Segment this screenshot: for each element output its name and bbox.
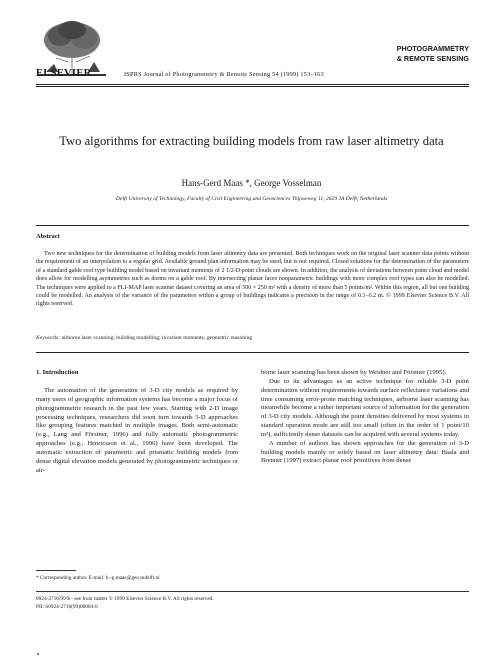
copyright-line: 0924-2716/99/$ - see front matter © 1999 Elsevier Science B.V. All rights reserved.	[36, 596, 214, 602]
pii-line: PII: S0924-2716(99)00004-0	[36, 604, 98, 610]
keywords-label: Keywords:	[36, 335, 61, 341]
publisher-name: ELSEVIER	[36, 68, 92, 79]
abstract-heading: Abstract	[36, 233, 60, 240]
intro-paragraph-2: Due to its advantages as an active technique for reliable 3-D point determination without requirements towards surface reflectance variations and time consuming error-prone matching techniques, airborne laser scanning has meanwhile become a rather important source of information for the generation of 3-D city models. Although the point densities delivered by most systems in standard operation mode are still too small (often in the order of 1 point/10 m²), sufficiently dense datasets can be acquired with several systems today.	[261, 377, 469, 438]
journal-brand	[397, 44, 469, 63]
brand-line-2: & REMOTE SENSING	[396, 53, 469, 63]
brand-line-1: PHOTOGRAMMETRY	[396, 44, 469, 53]
header-rule-2	[36, 86, 469, 87]
intro-paragraph-1: The automation of the generation of 3-D city models as required by many users of geographic information systems has become a major focus of photogrammetric research in the past few years. Starting with 2-D image processing techniques, researchers did soon turn towards 3-D approaches like grouping features matched in multiple images. Both semi-automatic (e.g., Lang and Förstner, 1996) and fully automatic photogrammetric approaches (e.g., Henricsson et al., 1996) have been developed. The automatic extraction of parametric and prismatic building models from dense digital elevation models generated by photogrammetric techniques or air-	[36, 387, 238, 474]
intro-paragraph-1-cont: borne laser scanning has been shown by Weidner and Förstner (1995).	[261, 369, 447, 376]
abstract-text: Two new techniques for the determination of building models from laser altimetry data are presented. Both techniques work on the original laser scanner data points without the requirement of an interpolation to a regular grid. Available ground plan information may be used, but is not required. Closed solutions for the determination of the parameters of a standard gable roof type building model based on invariant moments of 2 1/2-D point clouds are shown. In addition, the analysis of deviations between point cloud and model does allow for modelling asymmetries such as dorms on a gable roof. By intersecting planar faces nonparametric buildings with more complex roof types can also be modelled. The techniques were applied to a FLI-MAP laser scanner dataset covering an area of 500 × 250 m² with a density of more than 5 points/m². Within this region, all but one building could be modelled. An analysis of the variance of the parameters within a group of buildings indicates a precision in the range of 0.1–0.2 m. © 1999 Elsevier Science B.V. All rights reserved.	[36, 251, 469, 308]
article-title: Two algorithms for extracting building models from raw laser altimetry data	[59, 134, 444, 148]
journal-citation: ISPRS Journal of Photogrammetry & Remote Sensing 54 (1999) 153–163	[124, 71, 324, 78]
footer-rule	[36, 591, 469, 592]
keywords-line	[36, 335, 469, 341]
section-heading: 1. Introduction	[36, 369, 79, 376]
intro-paragraph-3: A number of authors has shown approaches for the generation of 3-D building models mainly or solely based on laser altimetry data: Haala and Brenner (1997) extract planar roof primitives from dense	[261, 439, 469, 465]
header-rule	[36, 84, 469, 85]
left-column-text	[36, 387, 238, 475]
keywords-list: airborne laser scanning; building modelling; invariant moments; geometric reasoning	[61, 335, 253, 341]
copyright-block	[36, 595, 214, 611]
abstract-bottom-rule	[36, 352, 469, 353]
footnote: * Corresponding author. E-mail: h.-g.maas@geo.tudelft.nl	[36, 575, 160, 581]
right-column-text	[261, 369, 469, 466]
article-affiliation: Delft University of Technology, Faculty of Civil Engineering and Geosciences Thijsseweg 11, 2629 JA Delft, Netherlands	[115, 196, 388, 202]
page-mark	[37, 653, 39, 655]
article-authors: Hans-Gerd Maas *, George Vosselman	[181, 178, 322, 188]
footnote-rule	[36, 570, 76, 571]
abstract-top-rule	[36, 225, 469, 226]
